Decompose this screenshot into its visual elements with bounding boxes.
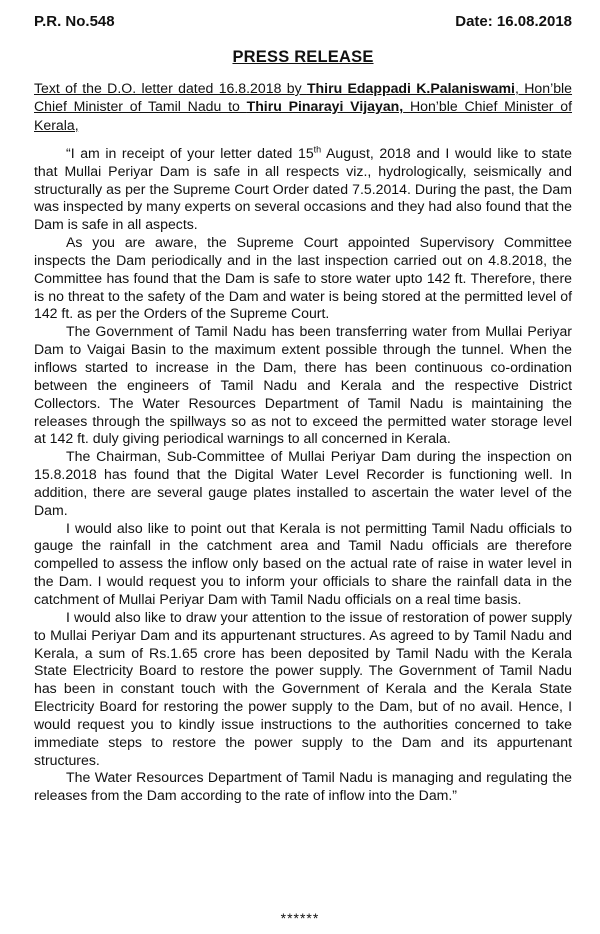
sender-name: Thiru Edappadi K.Palaniswami [306,80,515,96]
letter-paragraph-3: The Government of Tamil Nadu has been transferring water from Mullai Periyar Dam to Vaigai Basin to the maximum extent possible through the tunnel. When the inflows started to increase in the Dam, there has been continuous co-ordination between the engineers of Tamil Nadu and Kerala and the respective District Collectors. The Water Resources Department of Tamil Nadu is maintaining the releases through the spillways so as not to exceed the permitted water storage level at 142 ft. duly giving periodical warnings to all concerned in Kerala. [34,323,572,447]
letter-paragraph-5: I would also like to point out that Kerala is not permitting Tamil Nadu officials to gauge the rainfall in the catchment area and Tamil Nadu officials are therefore compelled to assess the inflow only based on the actual rate of raise in water level in the Dam. I would request you to inform your officials to share the rainfall data in the catchment of Mullai Periyar Dam with Tamil Nadu officials on a real time basis. [34,519,572,607]
end-marker: ****** [280,910,320,926]
letter-paragraph-2: As you are aware, the Supreme Court appointed Supervisory Committee inspects the Dam periodically and in the last inspection carried out on 4.8.2018, the Committee has found that the Dam is safe to store water upto 142 ft. Therefore, there is no threat to the safety of the Dam and water is being stored at the permitted level of 142 ft. as per the Orders of the Supreme Court. [34,234,572,322]
header-row [34,12,572,34]
paragraph-1-start: “I am in receipt of your letter dated 15 [66,144,314,161]
intro-text-pre: Text of the D.O. letter dated 16.8.2018 by [34,80,307,96]
letter-paragraph-7: The Water Resources Department of Tamil Nadu is managing and regulating the releases from the Dam according to the rate of inflow into the Dam.” [34,769,572,804]
release-date: Date: 16.08.2018 [455,13,572,30]
intro-text-mid: , Hon’ble Chief Minister of Tamil Nadu to [34,80,573,115]
ordinal-superscript: th [313,144,322,155]
paragraph-1-rest: August, 2018 and I would like to state that Mullai Periyar Dam is safe in all respects viz., hydrologically, seismically and structurally as per the Supreme Court Order dated 7.5.2014. During the past, the Dam was inspected by many experts on several occasions and they had also found that the Dam is safe in all aspects. [34,144,572,233]
letter-paragraph-4: The Chairman, Sub-Committee of Mullai Periyar Dam during the inspection on 15.8.2018 has found that the Digital Water Level Recorder is functioning well. In addition, there are several gauge plates installed to ascertain the water level of the Dam. [34,448,572,518]
recipient-name: Thiru Pinarayi Vijayan, [246,98,404,115]
intro-text-post: Hon’ble Chief Minister of Kerala, [34,98,572,133]
letter-body [34,145,572,805]
intro-line [34,79,572,134]
letter-paragraph-6: I would also like to draw your attention to the issue of restoration of power supply to Mullai Periyar Dam and its appurtenant structures. As agreed to by Tamil Nadu and Kerala, a sum of Rs.1.65 crore has been deposited by Tamil Nadu with the Kerala State Electricity Board to restore the power supply. The Government of Tamil Nadu has been in constant touch with the Government of Kerala and the Kerala State Electricity Board for restoring the power supply to the Dam, but of no avail. Hence, I would request you to kindly issue instructions to the authorities concerned to take immediate steps to restore the power supply to the Dam and its appurtenant structures. [34,608,572,768]
page-title: PRESS RELEASE [232,48,374,66]
press-release-number: P.R. No.548 [34,13,115,30]
letter-paragraph-1 [34,145,572,234]
